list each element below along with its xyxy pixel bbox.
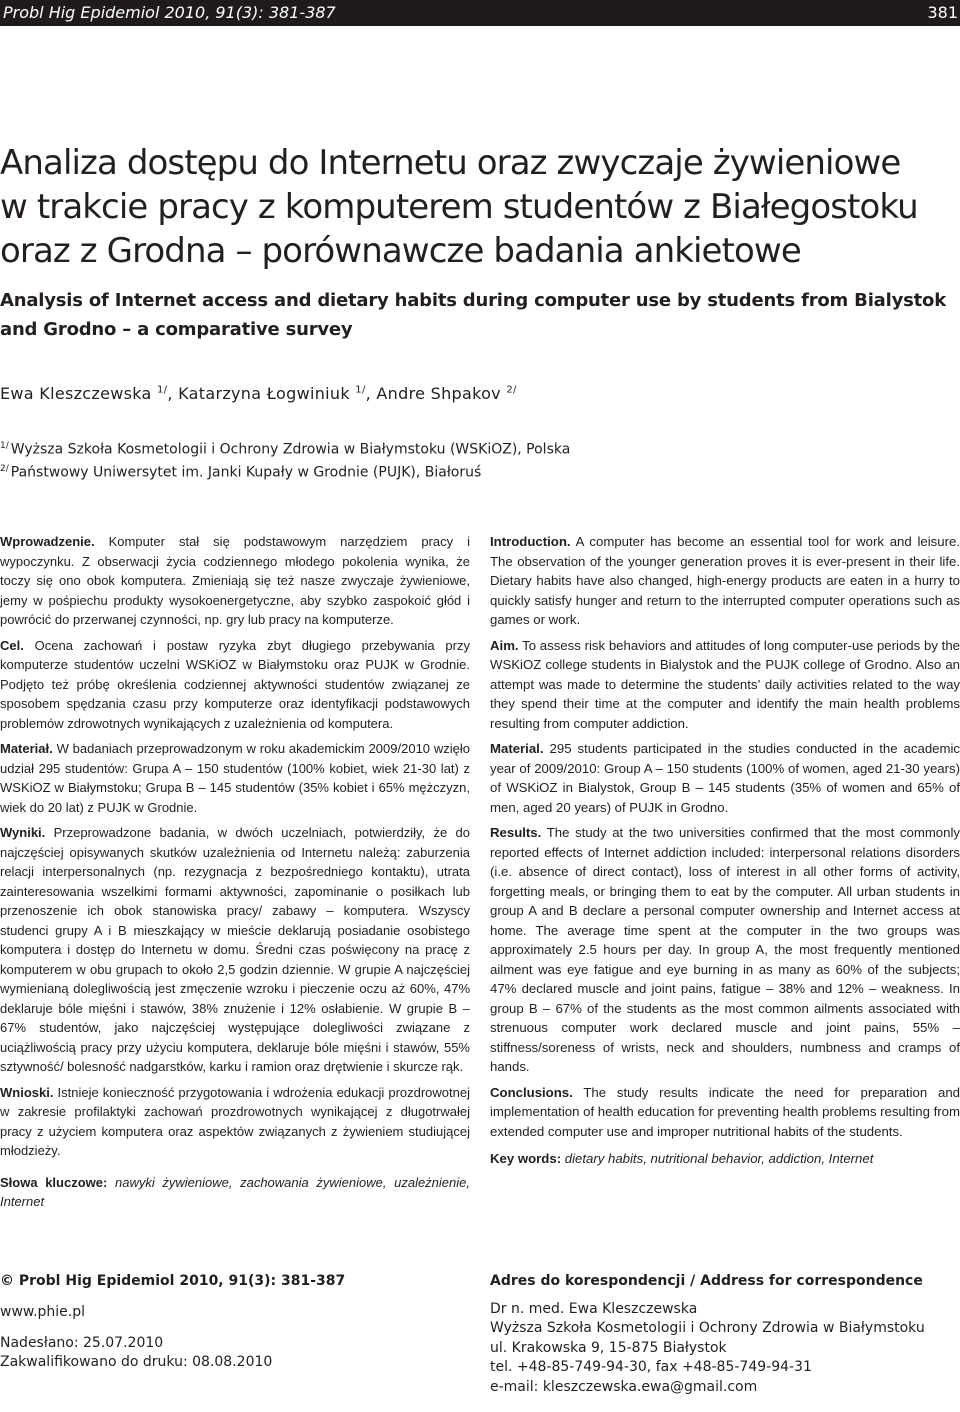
section-text: Komputer stał się podstawowym narzędziem pracy i wypoczynku. Z obserwacji życia codziennego młodego pokolenia wynika, że toczy się ono obok komputera. Zmieniają się też nasze zwyczaje żywieniowe, jemy w pośpiechu produkty wysokoenergetyczne, aby szybko zaspokoić głód i powrócić do przerwanej czynności, np. gry lub pracy na komputerze. <box>0 534 470 627</box>
title-polish-line: w trakcie pracy z komputerem studentów z Białegostoku <box>0 187 918 227</box>
address-line: ul. Krakowska 9, 15-875 Białystok <box>490 1339 727 1356</box>
keywords-english <box>490 1149 960 1169</box>
section-label: Results. <box>490 825 542 840</box>
address-line: Wyższa Szkoła Kosmetologii i Ochrony Zdrowia w Białymstoku <box>490 1320 925 1336</box>
journal-citation: Probl Hig Epidemiol 2010, 91(3): 381-387 <box>3 3 336 22</box>
author-name: Andre Shpakov <box>376 384 501 403</box>
submitted-date: Nadesłano: 25.07.2010 <box>0 1335 164 1351</box>
affiliation <box>0 459 481 483</box>
section-label: Aim. <box>490 637 519 653</box>
author-affiliation-mark: 1/ <box>157 384 168 396</box>
abstract-section <box>490 1083 960 1142</box>
accepted-date: Zakwalifikowano do druku: 08.08.2010 <box>0 1354 273 1370</box>
section-text: The study at the two universities confirmed that the most commonly reported effects of Internet addiction included: interpersonal relations disorders (i.e. absence of direct contact), loss of interest in all other forms of activity, forgetting meals, or bringing them to eat by the computer. All urban students in group A and B declare a personal computer ownership and Internet access at home. The average time spent at the computer in the two groups was approximately 2.5 hours per day. In group A, the most frequently mentioned ailment was eye fatigue and eye burning in as many as 60% of the subjects; 47% declared muscle and joint pains, fatigue – 38% and 12% – weakness. In group B – 67% of the students as the most common ailments associated with strenuous computer work declared muscle and joint pains, 55% – stiffness/soreness of wrists, neck and shoulders, numbness and cramps of hands. <box>490 825 960 1074</box>
correspondence-title: Adres do korespondencji / Address for correspondence <box>490 1273 923 1289</box>
section-text: The study results indicate the need for preparation and implementation of health education for preventing health problems resulting from extended computer use and improper nutritional habits of the students. <box>490 1084 960 1139</box>
abstract-section <box>0 823 470 1077</box>
section-text: A computer has become an essential tool for work and leisure. The observation of the younger generation proves it is ever-present in their life. Dietary habits have also changed, high-energy products are eaten in a hurry to quickly satisfy hunger and return to the interrupted computer operations such as games or work. <box>490 534 960 627</box>
section-text: 295 students participated in the studies conducted in the academic year of 2009/2010: Group A – 150 students (100% of women, aged 21-30 years) of WSKiOZ in Bialystok, Group B – 145 students (35% of women and 65% of men, aged 20 years) of PUJK in Grodno. <box>490 741 960 815</box>
abstract-english <box>490 532 960 1175</box>
section-text: Istnieje konieczność przygotowania i wdrożenia edukacji prozdrowotnej w zakresie profilaktyki zachowań prozdrowotnych wynikającej z długotrwałej pracy z użyciem komputera oraz aspektów związanych z żywieniem studiującej młodzieży. <box>0 1084 470 1158</box>
section-label: Materiał. <box>0 741 53 756</box>
keywords-label: Słowa kluczowe: <box>0 1174 108 1190</box>
section-text: Ocena zachowań i postaw ryzyka zbyt długiego przebywania przy komputerze studentów uczelni WSKiOZ w Białymstoku oraz PUJK w Grodnie. Podjęto też próbę określenia codziennej aktywności studentów związanej ze sposobem spędzania czasu przy komputerze oraz identyfikacji podstawowych problemów zdrowotnych wynikających z uzależnienia od komputera. <box>0 637 470 731</box>
journal-url[interactable]: www.phie.pl <box>0 1304 86 1320</box>
title-polish-line: Analiza dostępu do Internetu oraz zwyczaje żywieniowe <box>0 143 901 183</box>
author-affiliation-mark: 1/ <box>355 384 366 396</box>
keywords-text: nawyki żywieniowe, zachowania żywieniowe, uzależnienie, Internet <box>0 1174 470 1209</box>
title-english-line: and Grodno – a comparative survey <box>0 319 353 340</box>
abstract-section <box>0 636 470 734</box>
title-english-line: Analysis of Internet access and dietary habits during computer use by students from Bialystok <box>0 290 946 311</box>
affiliation <box>0 436 570 460</box>
publication-info <box>0 1272 470 1372</box>
abstract-section <box>0 739 470 817</box>
section-label: Wnioski. <box>0 1084 54 1100</box>
affiliation-mark: 2/ <box>0 464 9 474</box>
author-name: Ewa Kleszczewska <box>0 384 152 403</box>
section-label: Material. <box>490 741 544 756</box>
address-line: tel. +48-85-749-94-30, fax +48-85-749-94-31 <box>490 1359 812 1375</box>
abstract-polish <box>0 532 470 1218</box>
section-label: Conclusions. <box>490 1084 573 1100</box>
affiliation-text: Państwowy Uniwersytet im. Janki Kupały w Grodnie (PUJK), Białoruś <box>10 464 482 481</box>
affiliation-mark: 1/ <box>0 441 9 451</box>
title-polish-line: oraz z Grodna – porównawcze badania ankietowe <box>0 231 801 271</box>
running-header <box>0 0 960 26</box>
section-label: Cel. <box>0 637 24 653</box>
author-affiliation-mark: 2/ <box>506 384 517 396</box>
email-link[interactable]: e-mail: kleszczewska.ewa@gmail.com <box>490 1378 758 1395</box>
abstract-section <box>490 636 960 734</box>
affiliation-text: Wyższa Szkoła Kosmetologii i Ochrony Zdrowia w Białymstoku (WSKiOZ), Polska <box>10 441 571 458</box>
correspondence-address <box>490 1272 960 1397</box>
abstract-section <box>0 1083 470 1161</box>
keywords-polish <box>0 1173 470 1212</box>
page-number: 381 <box>927 3 958 22</box>
section-label: Wprowadzenie. <box>0 534 95 549</box>
title-polish <box>0 141 960 273</box>
title-english <box>0 286 960 344</box>
section-text: To assess risk behaviors and attitudes of long computer-use periods by the WSKiOZ college students in Bialystok and the PUJK college of Grodno. Also an attempt was made to determine the students’ daily activities related to the way they spend their time at the computer and identify the main health problems resulting from computer addiction. <box>490 637 960 731</box>
abstract-section <box>0 532 470 630</box>
section-label: Introduction. <box>490 534 571 549</box>
author-list: Ewa Kleszczewska $^{1/}$, Katarzyna Łogwiniuk $^{1/}$, Andre Shpakov $^{2/}$ <box>0 384 517 403</box>
address-line: Dr n. med. Ewa Kleszczewska <box>490 1300 698 1317</box>
copyright-line: © Probl Hig Epidemiol 2010, 91(3): 381-387 <box>0 1273 346 1289</box>
abstract-section <box>490 739 960 817</box>
section-text: W badaniach przeprowadzonym w roku akademickim 2009/2010 wzięło udział 295 studentów: Grupa A – 150 studentów (100% kobiet, wiek 21-30 lat) z WSKiOZ w Białymstoku; Grupa B – 145 studentów (35% kobiet i 65% mężczyzn, wiek do 20 lat) z PUJK w Grodnie. <box>0 741 470 815</box>
keywords-text: dietary habits, nutritional behavior, addiction, Internet <box>561 1151 874 1166</box>
keywords-label: Key words: <box>490 1151 562 1166</box>
abstract-section <box>490 532 960 630</box>
author-name: Katarzyna Łogwiniuk <box>178 384 350 403</box>
section-text: Przeprowadzone badania, w dwóch uczelniach, potwierdziły, że do najczęściej opisywanych skutków uzależnienia od Internetu należą: zaburzenia relacji interpersonalnych (np. rezygnacja z bezpośredniego kontaktu), utrata zainteresowania wszelkimi formami aktywności, zapominanie o posiłkach lub przenoszenie ich obok stanowiska pracy/ zabawy – komputera. Wszyscy studenci grupy A i B mieszkający w mieście deklarują posiadanie osobistego komputera i dostęp do Internetu w domu. Średni czas poświęcony na pracę z komputerem w obu grupach to około 2,5 godzin dziennie. W grupie A najczęściej wymienianą dolegliwością jest zmęczenie wzroku i pieczenie oczu aż 60%, 47% deklaruje bóle mięśni i stawów, 38% znużenie i 12% osłabienie. W grupie B – 67% studentów, jako najczęściej występujące dolegliwości związane z uciążliwością pracy przy użyciu komputera, deklaruje bóle mięśni i stawów, 55% sztywność/ bolesność nadgarstków, karku i ramion oraz drętwienie i skurcze rąk. <box>0 825 470 1074</box>
section-label: Wyniki. <box>0 825 46 840</box>
abstract-section <box>490 823 960 1077</box>
